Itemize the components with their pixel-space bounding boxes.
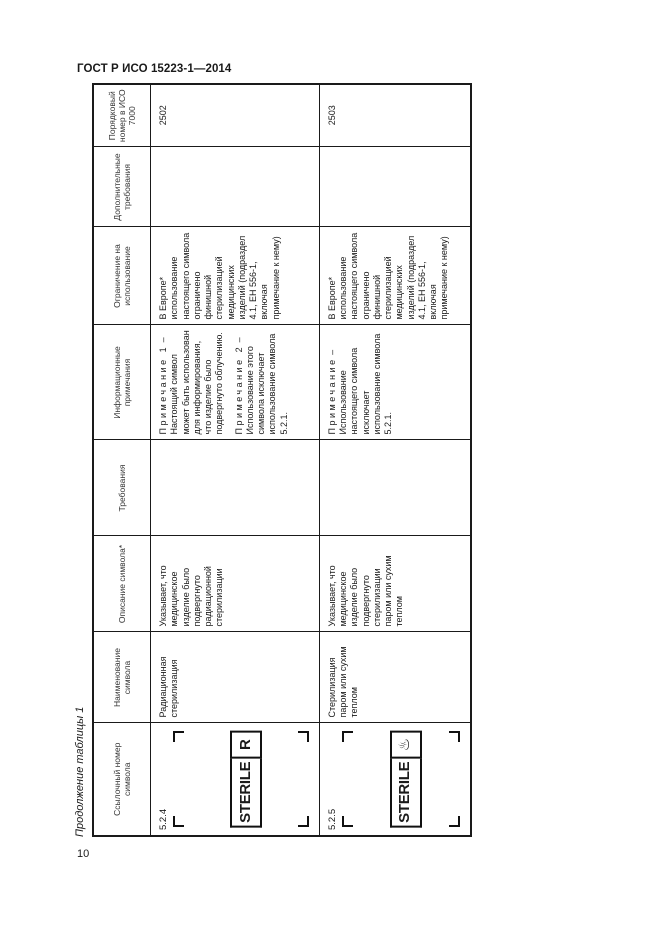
- symbol-frame: [173, 732, 309, 828]
- header-informative-notes: Информационные примечания: [93, 325, 151, 440]
- note-item: [327, 330, 395, 435]
- steam-heat-icon: ♨: [390, 731, 422, 759]
- page-number: 10: [77, 848, 90, 860]
- header-symbol-name: Наименование символа: [93, 632, 151, 723]
- header-symbol-description: Описание символа*: [93, 536, 151, 632]
- header-ref-number: Ссылочный номер символа: [93, 723, 151, 836]
- note-label: Примечание 2: [233, 344, 244, 435]
- table-header-row: [93, 84, 151, 836]
- symbol-word: STERILE: [230, 759, 262, 828]
- sterile-radiation-symbol: [230, 731, 262, 828]
- header-requirements: Требования: [93, 440, 151, 536]
- sterile-steam-symbol: [390, 731, 422, 828]
- symbol-frame: [342, 732, 460, 828]
- note-item: [234, 330, 290, 435]
- symbol-mark: R: [230, 731, 262, 759]
- rotated-table-block: [74, 85, 472, 837]
- header-additional-requirements: Дополнительные требования: [93, 147, 151, 227]
- notes-cell: [319, 325, 471, 440]
- note-item: [158, 330, 226, 435]
- table-caption: Продолжение таблицы 1: [74, 706, 86, 837]
- notes-cell: [151, 325, 320, 440]
- ref-number: 5.2.5: [326, 808, 338, 830]
- ref-number: 5.2.4: [158, 808, 169, 830]
- note-label: Примечание: [326, 357, 337, 435]
- symbol-name-cell: Радиационная стерилизация: [151, 632, 320, 723]
- symbol-description-cell: Указывает, что медицинское изделие было подвергнуто стерилизации паром или сухим теплом: [319, 536, 471, 632]
- header-iso-7000-number: Порядковый номер в ИСО 7000: [93, 84, 151, 147]
- restriction-cell: В Европе* использование настоящего символа ограничено финишной стерилизацией медицинских изделий (подраздел 4.1, ЕН 556-1, включая примечание к нему): [151, 227, 320, 325]
- requirements-cell: [319, 440, 471, 536]
- symbol-word: STERILE: [390, 759, 422, 828]
- note-text: – Использование этого символа исключает использование символа 5.2.1.: [233, 333, 289, 435]
- symbol-description-cell: Указывает, что медицинское изделие было подвергнуто радиационной стерилизации: [151, 536, 320, 632]
- iso-number-cell: 2502: [151, 84, 320, 147]
- symbol-name-cell: Стерилизация паром или сухим теплом: [319, 632, 471, 723]
- header-restriction: Ограничение на использование: [93, 227, 151, 325]
- table-row: [151, 84, 320, 836]
- note-text: – Использование настоящего символа исключает использование символа 5.2.1.: [326, 333, 394, 435]
- document-header: ГОСТ Р ИСО 15223-1—2014: [77, 63, 232, 75]
- symbols-table: [92, 83, 472, 837]
- ref-cell: [319, 723, 471, 836]
- requirements-cell: [151, 440, 320, 536]
- note-text: – Настоящий символ может быть использован для информирования, что изделие было подвергнуто облучению.: [158, 330, 225, 435]
- additional-requirements-cell: [319, 147, 471, 227]
- note-label: Примечание 1: [158, 344, 168, 435]
- restriction-cell: В Европе* использование настоящего символа ограничено финишной стерилизацией медицинских изделий (подраздел 4.1, ЕН 556-1, включая примечание к нему): [319, 227, 471, 325]
- table-row: [319, 84, 471, 836]
- iso-number-cell: 2503: [319, 84, 471, 147]
- additional-requirements-cell: [151, 147, 320, 227]
- ref-cell: [151, 723, 320, 836]
